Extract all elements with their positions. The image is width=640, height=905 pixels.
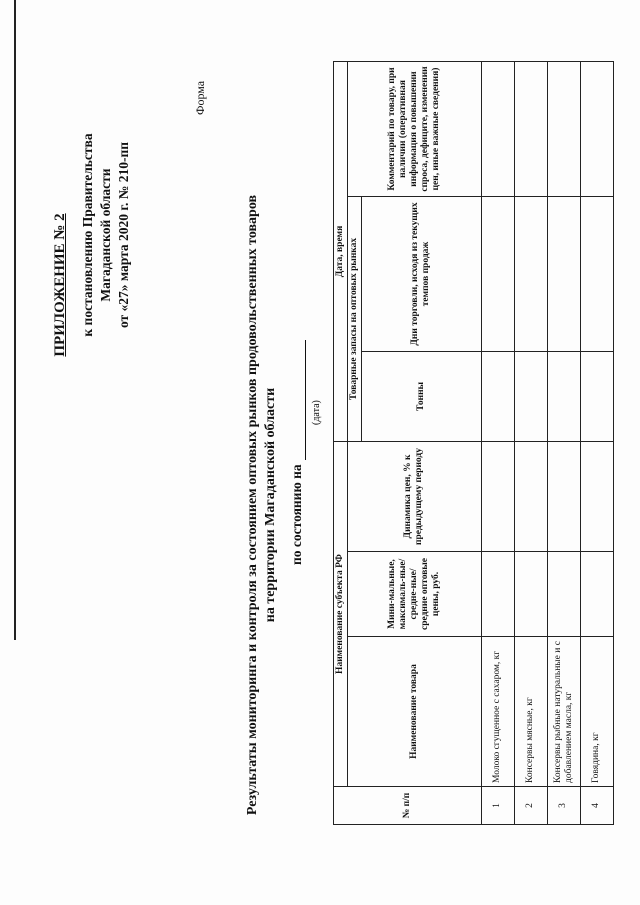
table-cell (481, 62, 514, 197)
table-cell (547, 552, 580, 637)
table-cell (580, 62, 613, 197)
date-caption: (дата) (311, 400, 322, 425)
header-group-datetime: Дата, время (334, 62, 348, 442)
header-group-region: Наименование субъекта РФ (334, 442, 348, 787)
document-title-line-1: Результаты мониторинга и контроля за состоянием оптовых рынков продовольственных товаров (245, 194, 260, 816)
table-cell (514, 442, 547, 552)
table-cell (514, 197, 547, 352)
table-cell (547, 197, 580, 352)
table-cell (481, 442, 514, 552)
table-row (514, 62, 547, 825)
appendix-line-1: к постановлению Правительства (80, 133, 95, 337)
row-number: 1 (481, 787, 514, 825)
row-number: 3 (547, 787, 580, 825)
col-header-dynamics: Динамика цен, % к предыдущему периоду (347, 442, 481, 552)
col-header-prices: Мини-мальные, максималь-ные/средне-ные/средние оптовые цены, руб. (347, 552, 481, 637)
date-fill-line (305, 340, 306, 460)
appendix-title: ПРИЛОЖЕНИЕ № 2 (52, 213, 68, 357)
table-row (580, 62, 613, 825)
table-cell (514, 62, 547, 197)
table-cell (481, 552, 514, 637)
row-number: 2 (514, 787, 547, 825)
header-group-stocks: Товарные запасы на оптовых рынках (347, 197, 361, 442)
monitoring-table (333, 61, 614, 825)
col-header-tons: Тонны (361, 352, 481, 442)
table-cell (547, 62, 580, 197)
as-of-label: по состоянию на (289, 464, 304, 565)
row-product-name: Консервы мясные, кг (514, 637, 547, 787)
appendix-line-3: от «27» марта 2020 г. № 210-пп (116, 141, 131, 329)
appendix-line-2: Магаданской области (98, 168, 113, 302)
table-cell (547, 442, 580, 552)
document-title-line-2: на территории Магаданской области (263, 387, 278, 623)
table-row (481, 62, 514, 825)
table-cell (514, 352, 547, 442)
table-cell (580, 197, 613, 352)
table-cell (580, 352, 613, 442)
table-cell (514, 552, 547, 637)
table-cell (580, 552, 613, 637)
row-product-name: Консервы рыбные натуральные и с добавлением масла, кг (547, 637, 580, 787)
row-product-name: Молоко сгущенное с сахаром, кг (481, 637, 514, 787)
table-cell (547, 352, 580, 442)
table-row (547, 62, 580, 825)
col-header-product: Наименование товара (347, 637, 481, 787)
row-product-name: Говядина, кг (580, 637, 613, 787)
row-number: 4 (580, 787, 613, 825)
col-header-comment: Комментарий по товару, при наличии (оперативная информация о повышении спроса, дефиците, изменении цен, иные важные сведения) (347, 62, 481, 197)
col-header-no: № п/п (334, 787, 482, 825)
col-header-days: Дни торговли, исходя из текущих темпов продаж (361, 197, 481, 352)
table-cell (481, 352, 514, 442)
table-cell (481, 197, 514, 352)
form-label: Форма (193, 80, 207, 115)
table-cell (580, 442, 613, 552)
